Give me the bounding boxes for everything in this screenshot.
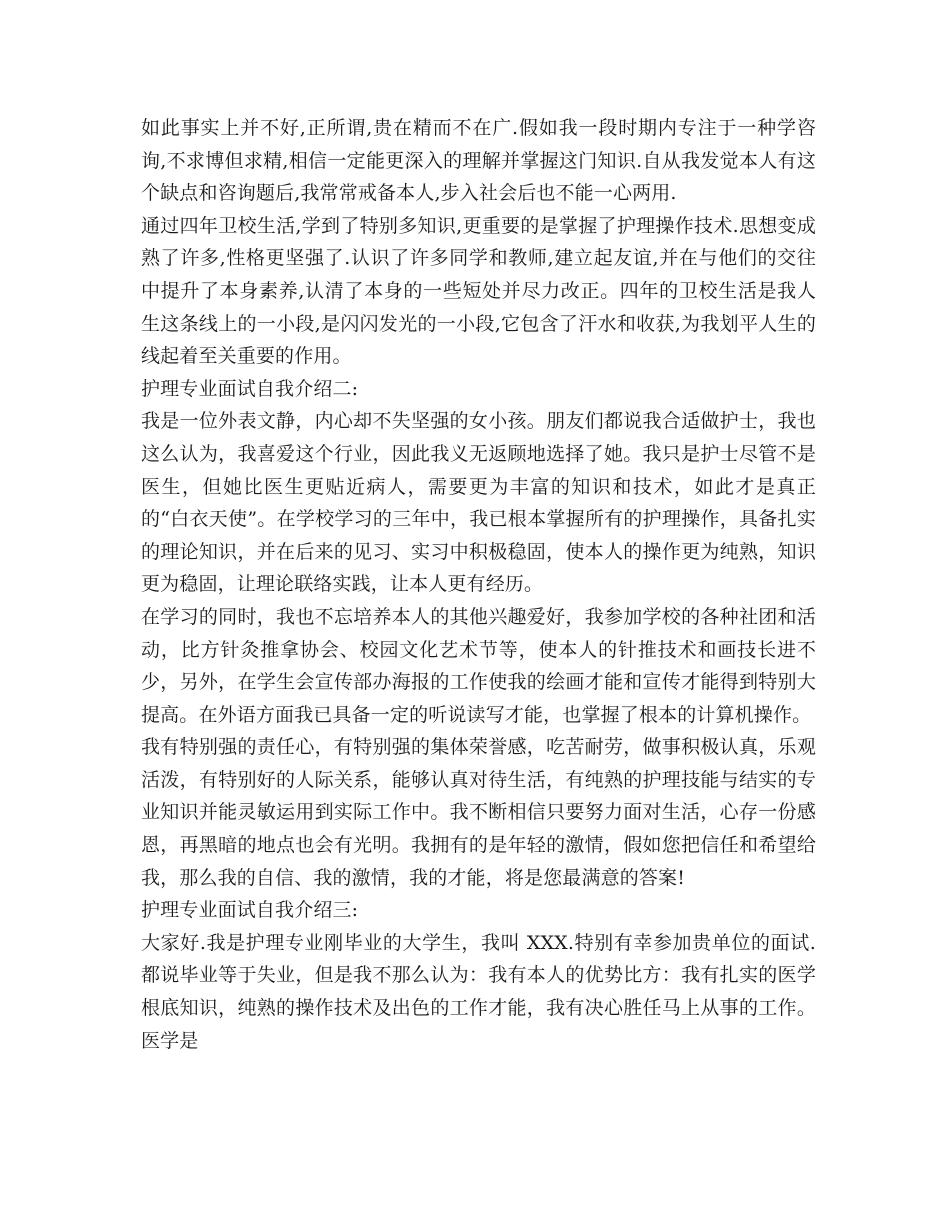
document-body <box>141 112 816 1057</box>
section-heading-intro-two: 护理专业面试自我介绍二: <box>141 377 359 400</box>
paragraph-intro-three-body: 大家好.我是护理专业刚毕业的大学生，我叫 XXX.特别有幸参加贵单位的面试.都说毕业等于失业，但是我不那么认为：我有本人的优势比方：我有扎实的医学根底知识，纯熟的操作技术及出色的工作才能，我有决心胜任马上从事的工作。医学是 <box>141 931 816 1052</box>
section-heading-intro-three: 护理专业面试自我介绍三: <box>141 899 359 922</box>
paragraph-hobbies: 在学习的同时，我也不忘培养本人的其他兴趣爱好，我参加学校的各种社团和活动，比方针灸推拿协会、校园文化艺术节等，使本人的针推技术和画技长进不少，另外，在学生会宣传部办海报的工作使我的绘画才能和宣传才能得到特别大提高。在外语方面我已具备一定的听说读写才能，也掌握了根本的计算机操作。 <box>141 605 816 726</box>
paragraph-personality: 我有特别强的责任心，有特别强的集体荣誉感，吃苦耐劳，做事积极认真，乐观活泼，有特别好的人际关系，能够认真对待生活，有纯熟的护理技能与结实的专业知识并能灵敏运用到实际工作中。我不断相信只要努力面对生活，心存一份感恩，再黑暗的地点也会有光明。我拥有的是年轻的激情，假如您把信任和希望给我，那么我的自信、我的激情，我的才能，将是您最满意的答案! <box>141 736 816 889</box>
paragraph-nursing-school-life: 通过四年卫校生活,学到了特别多知识,更重要的是掌握了护理操作技术.思想变成熟了许多,性格更坚强了.认识了许多同学和教师,建立起友谊,并在与他们的交往中提升了本身素养,认清了本身的一些短处并尽力改正。四年的卫校生活是我人生这条线上的一小段,是闪闪发光的一小段,它包含了汗水和收获,为我划平人生的线起着至关重要的作用。 <box>141 214 816 368</box>
paragraph-intro-two-body: 我是一位外表文静，内心却不失坚强的女小孩。朋友们都说我合适做护士，我也这么认为，我喜爱这个行业，因此我义无返顾地选择了她。我只是护士尽管不是医生，但她比医生更贴近病人，需要更为丰富的知识和技术，如此才是真正的“白衣天使”。在学校学习的三年中，我已根本掌握所有的护理操作，具备扎实的理论知识，并在后来的见习、实习中积极稳固，使本人的操作更为纯熟，知识更为稳固，让理论联络实践，让本人更有经历。 <box>141 410 816 596</box>
paragraph-intro-continuation: 如此事实上并不好,正所谓,贵在精而不在广.假如我一段时期内专注于一种学咨询,不求博但求精,相信一定能更深入的理解并掌握这门知识.自从我发觉本人有这个缺点和咨询题后,我常常戒备本人,步入社会后也不能一心两用. <box>141 117 816 205</box>
